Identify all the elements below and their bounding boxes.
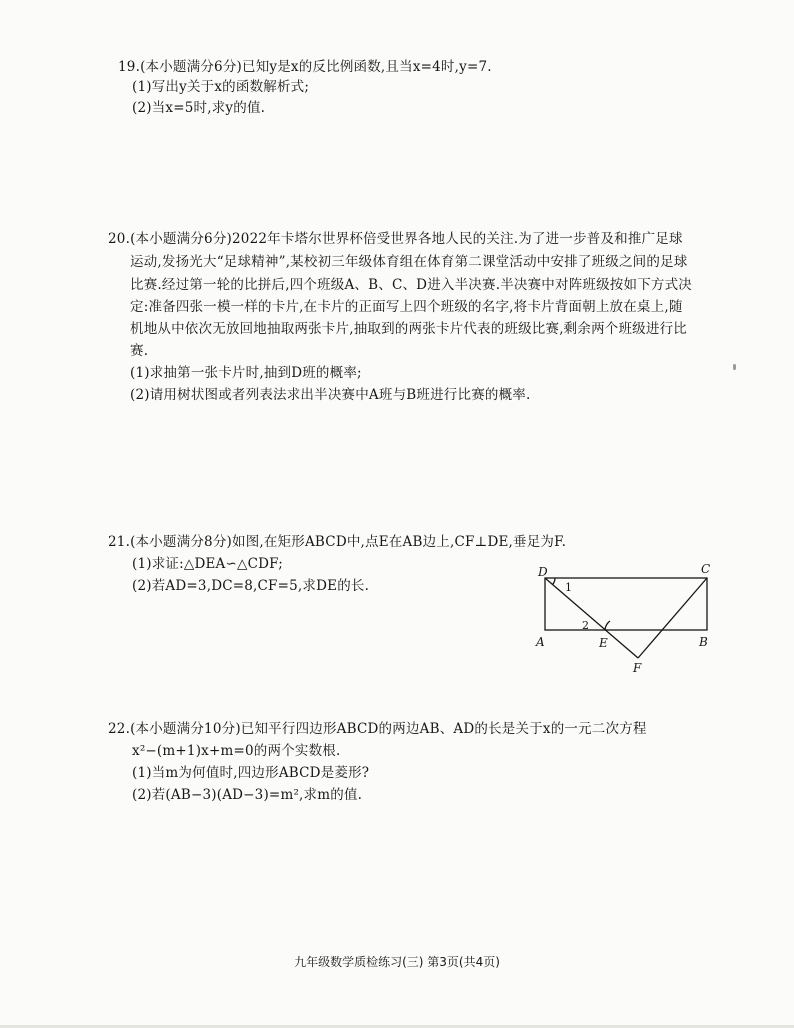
q20-part1: (1)求抽第一张卡片时,抽到D班的概率; — [130, 365, 362, 381]
q19-part1: (1)写出y关于x的函数解析式; — [132, 79, 310, 95]
q22-stem: 22.(本小题满分10分)已知平行四边形ABCD的两边AB、AD的长是关于x的一元二次方程 — [108, 721, 647, 737]
label-a: A — [536, 635, 545, 649]
segment-df — [545, 578, 638, 658]
label-f: F — [633, 661, 642, 675]
q21-part1: (1)求证:△DEA∽△CDF; — [132, 556, 283, 572]
page-footer: 九年级数学质检练习(三) 第3页(共4页) — [294, 955, 500, 969]
segment-cf — [638, 578, 707, 658]
q19-stem: 19.(本小题满分6分)已知y是x的反比例函数,且当x=4时,y=7. — [118, 59, 492, 75]
q22-equation: x²−(m+1)x+m=0的两个实数根. — [132, 743, 341, 759]
angle-2-arc — [605, 621, 610, 630]
q20-line-6: 赛. — [130, 343, 149, 359]
q20-line-3: 比赛.经过第一轮的比拼后,四个班级A、B、C、D进入半决赛.半决赛中对阵班级按如下方式决 — [130, 277, 692, 293]
q21-stem: 21.(本小题满分8分)如图,在矩形ABCD中,点E在AB边上,CF⊥DE,垂足为F. — [108, 534, 567, 550]
q20-line-1: 20.(本小题满分6分)2022年卡塔尔世界杯倍受世界各地人民的关注.为了进一步普及和推广足球 — [108, 231, 683, 247]
label-b: B — [699, 635, 708, 649]
q22-part1: (1)当m为何值时,四边形ABCD是菱形? — [132, 765, 370, 781]
label-e: E — [599, 636, 608, 650]
q21-part2: (2)若AD=3,DC=8,CF=5,求DE的长. — [132, 578, 370, 594]
label-angle-2: 2 — [582, 619, 589, 632]
scan-speck — [733, 364, 736, 370]
rectangle-figure — [530, 560, 730, 682]
q19-part2: (2)当x=5时,求y的值. — [132, 100, 266, 116]
angle-1-arc — [553, 578, 555, 585]
label-c: C — [701, 562, 711, 576]
label-d: D — [538, 565, 548, 579]
q22-part2: (2)若(AB−3)(AD−3)=m²,求m的值. — [132, 787, 363, 803]
q20-part2: (2)请用树状图或者列表法求出半决赛中A班与B班进行比赛的概率. — [130, 387, 531, 403]
q20-line-4: 定:准备四张一模一样的卡片,在卡片的正面写上四个班级的名字,将卡片背面朝上放在桌上,随 — [130, 299, 683, 315]
label-angle-1: 1 — [565, 581, 572, 594]
q20-line-2: 运动,发扬光大“足球精神”,某校初三年级体育组在体育第二课堂活动中安排了班级之间的足球 — [130, 254, 688, 270]
q20-line-5: 机地从中依次无放回地抽取两张卡片,抽取到的两张卡片代表的班级比赛,剩余两个班级进行比 — [130, 321, 687, 337]
